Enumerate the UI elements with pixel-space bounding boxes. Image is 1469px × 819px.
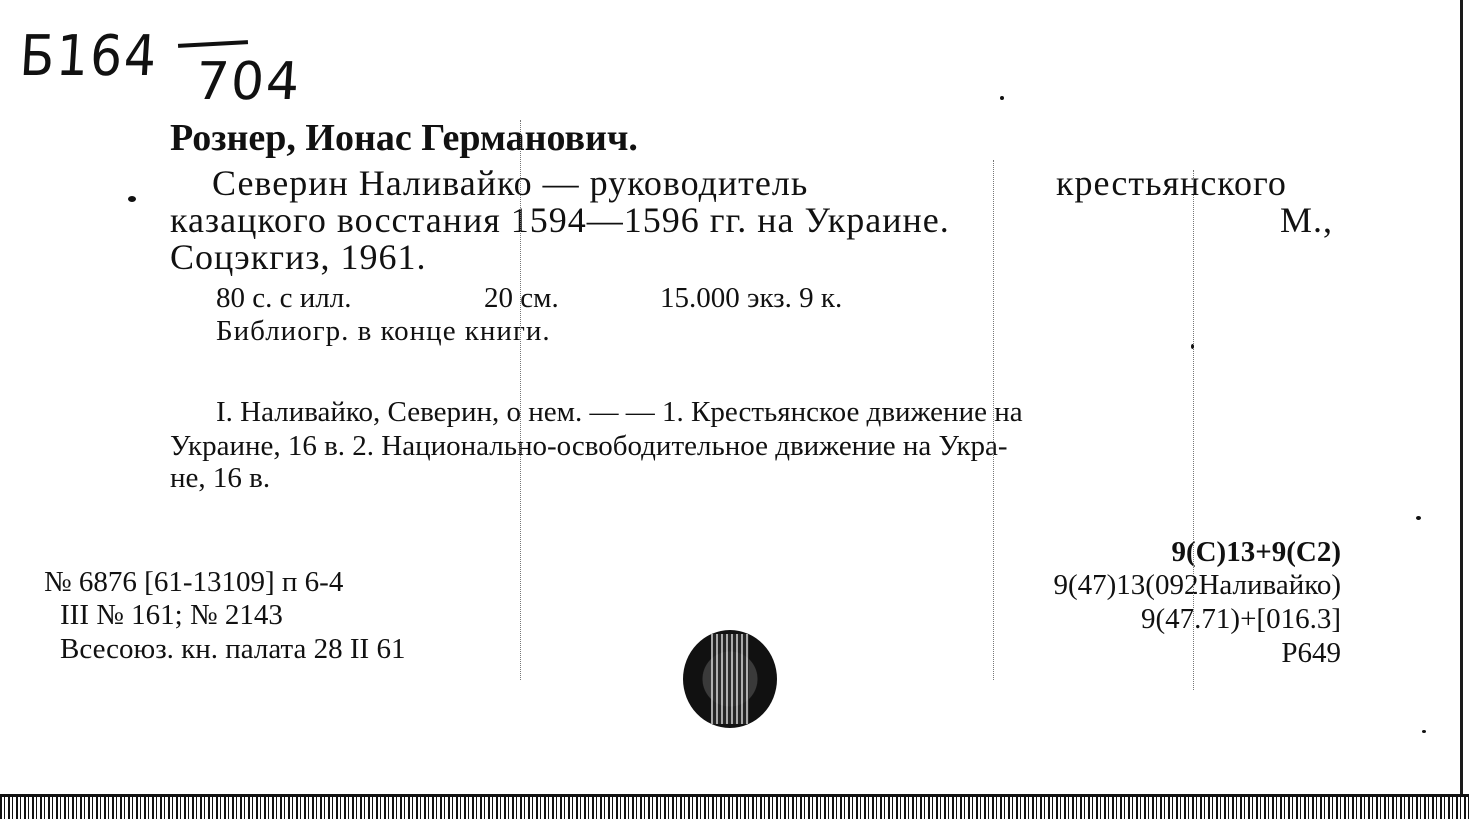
title-line-2: казацкого восстания 1594—1596 гг. на Украине. bbox=[170, 200, 950, 240]
classification-3: 9(47.71)+[016.3] bbox=[1141, 603, 1341, 635]
record-number: № 6876 [61-13109] п 6-4 bbox=[44, 566, 344, 598]
chamber-date: Всесоюз. кн. палата 28 II 61 bbox=[60, 633, 406, 665]
handwritten-call-number: Б164 bbox=[17, 24, 160, 89]
ink-speck bbox=[1191, 344, 1194, 349]
scan-artifact-line bbox=[993, 160, 994, 680]
scan-artifact-line bbox=[1193, 170, 1194, 690]
ink-speck bbox=[1416, 516, 1421, 520]
subjects-line-3: не, 16 в. bbox=[170, 462, 271, 494]
author-heading: Рознер, Ионас Германович. bbox=[170, 117, 638, 159]
title-line-1-end: крестьянского bbox=[1056, 163, 1287, 203]
title-line-1: Северин Наливайко — руководитель bbox=[212, 163, 809, 203]
classification-2: 9(47)13(092Наливайко) bbox=[1053, 569, 1341, 601]
ink-speck bbox=[128, 196, 136, 202]
ink-speck bbox=[1422, 730, 1426, 733]
call-number-overline bbox=[178, 40, 248, 48]
physical-pages: 80 с. с илл. bbox=[216, 282, 352, 314]
ink-speck bbox=[1000, 96, 1004, 100]
scan-noise-strip bbox=[0, 797, 1469, 819]
card-edge-right bbox=[1460, 0, 1463, 800]
punch-hole bbox=[683, 630, 777, 728]
series-numbers: III № 161; № 2143 bbox=[60, 599, 283, 631]
classification-1: 9(С)13+9(С2) bbox=[1171, 536, 1341, 568]
bibliography-note: Библиогр. в конце книги. bbox=[216, 315, 551, 347]
copies-price: 15.000 экз. 9 к. bbox=[660, 282, 843, 314]
subjects-line-2: Украине, 16 в. 2. Национально-освободительное движение на Укра- bbox=[170, 430, 1008, 462]
punch-hole-texture bbox=[711, 634, 749, 724]
classification-4: Р649 bbox=[1281, 637, 1341, 669]
handwritten-call-number-sub: 704 bbox=[193, 52, 304, 112]
subjects-line-1: I. Наливайко, Северин, о нем. — — 1. Крестьянское движение на bbox=[216, 396, 1023, 428]
publisher-year: Соцэкгиз, 1961. bbox=[170, 237, 427, 277]
physical-size: 20 см. bbox=[484, 282, 559, 314]
scan-artifact-line bbox=[520, 120, 521, 680]
publication-place: М., bbox=[1280, 200, 1334, 240]
